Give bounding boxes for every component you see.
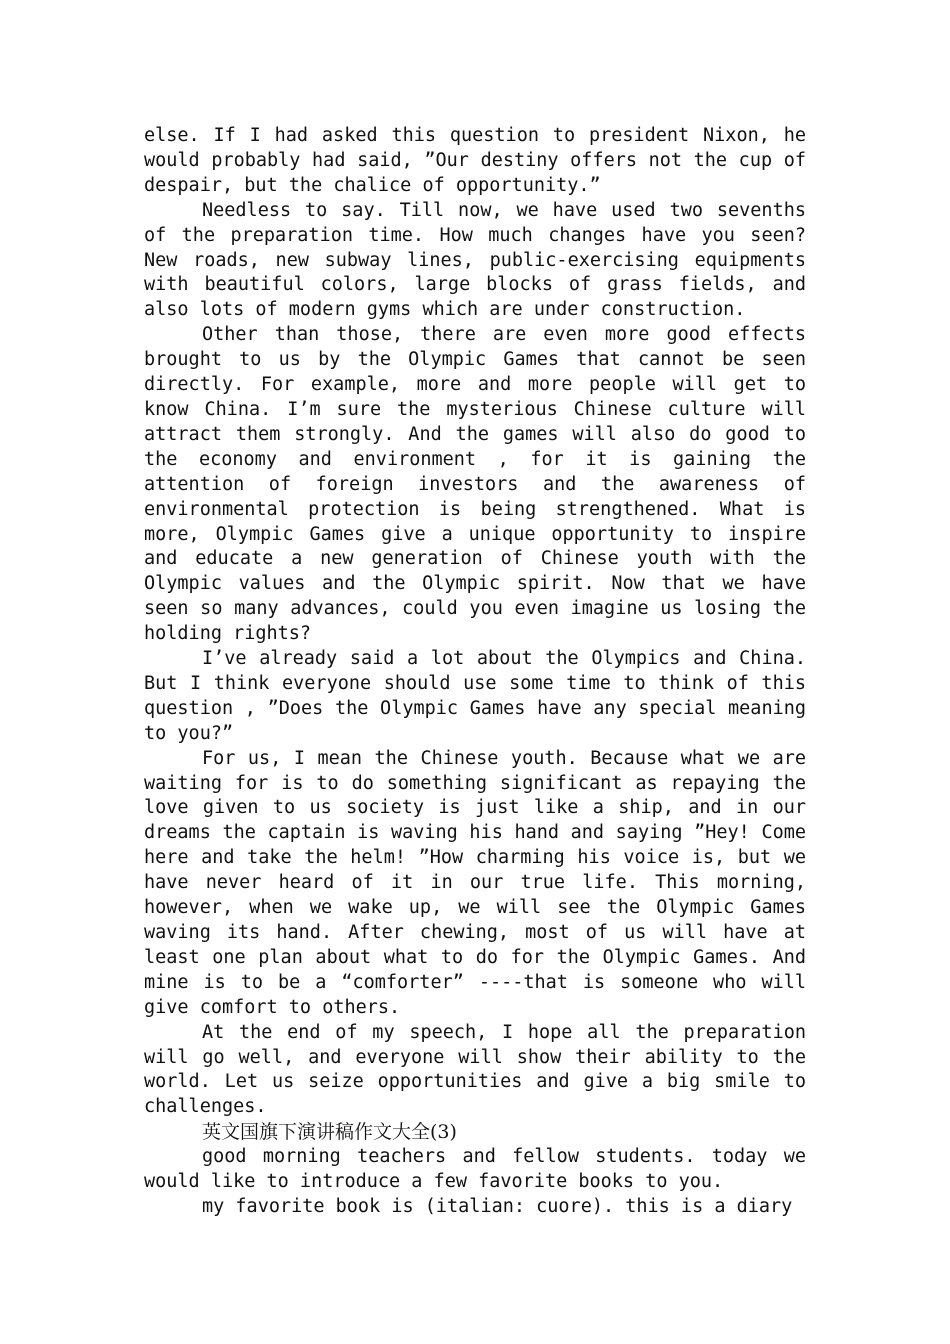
document-body <box>144 124 806 1220</box>
paragraph-preparation-time: Needless to say. Till now, we have used two sevenths of the preparation time. How much changes have you seen? New roads, new subway lines, public-exercising equipments with beautiful colors, large blocks of grass fields, and also lots of modern gyms which are under construction. <box>144 199 806 321</box>
paragraph-special-meaning: I’ve already said a lot about the Olympics and China. But I think everyone should use some time to think of this question , ”Does the Olympic Games have any special meaning to you?” <box>144 648 806 744</box>
paragraph-end-of-speech: At the end of my speech, I hope all the preparation will go well, and everyone will show their ability to the world. Let us seize opportunities and give a big smile to challenges. <box>144 1021 806 1118</box>
paragraph-chinese-youth: For us, I mean the Chinese youth. Because what we are waiting for is to do something significant as repaying the love given to us society is just like a ship, and in our dreams the captain is waving his hand and saying ”Hey! Come here and take the helm! ”How charming his voice is, but we have never heard of it in our true life. This morning, however, when we wake up, we will see the Olympic Games waving its hand. After chewing, most of us will have at least one plan about what to do for the Olympic Games. And mine is to be a “comforter” ----that is someone who will give comfort to others. <box>144 747 806 1018</box>
section-heading: 英文国旗下演讲稿作文大全(3) <box>202 1121 457 1144</box>
paragraph-good-morning: good morning teachers and fellow students. today we would like to introduce a few favorite books to you. <box>144 1146 806 1193</box>
paragraph-favorite-book: my favorite book is (italian: cuore). this is a diary <box>202 1195 793 1217</box>
paragraph-good-effects: Other than those, there are even more good effects brought to us by the Olympic Games that cannot be seen directly. For example, more and more people will get to know China. I’m sure the mysterious Chinese culture will attract them strongly. And the games will also do good to the economy and environment , for it is gaining the attention of foreign investors and the awareness of environmental protection is being strengthened. What is more, Olympic Games give a unique opportunity to inspire and educate a new generation of Chinese youth with the Olympic values and the Olympic spirit. Now that we have seen so many advances, could you even imagine us losing the holding rights? <box>144 324 806 645</box>
paragraph-nixon-quote: else. If I had asked this question to president Nixon, he would probably had said, ”Our destiny offers not the cup of despair, but the chalice of opportunity.” <box>144 125 806 196</box>
